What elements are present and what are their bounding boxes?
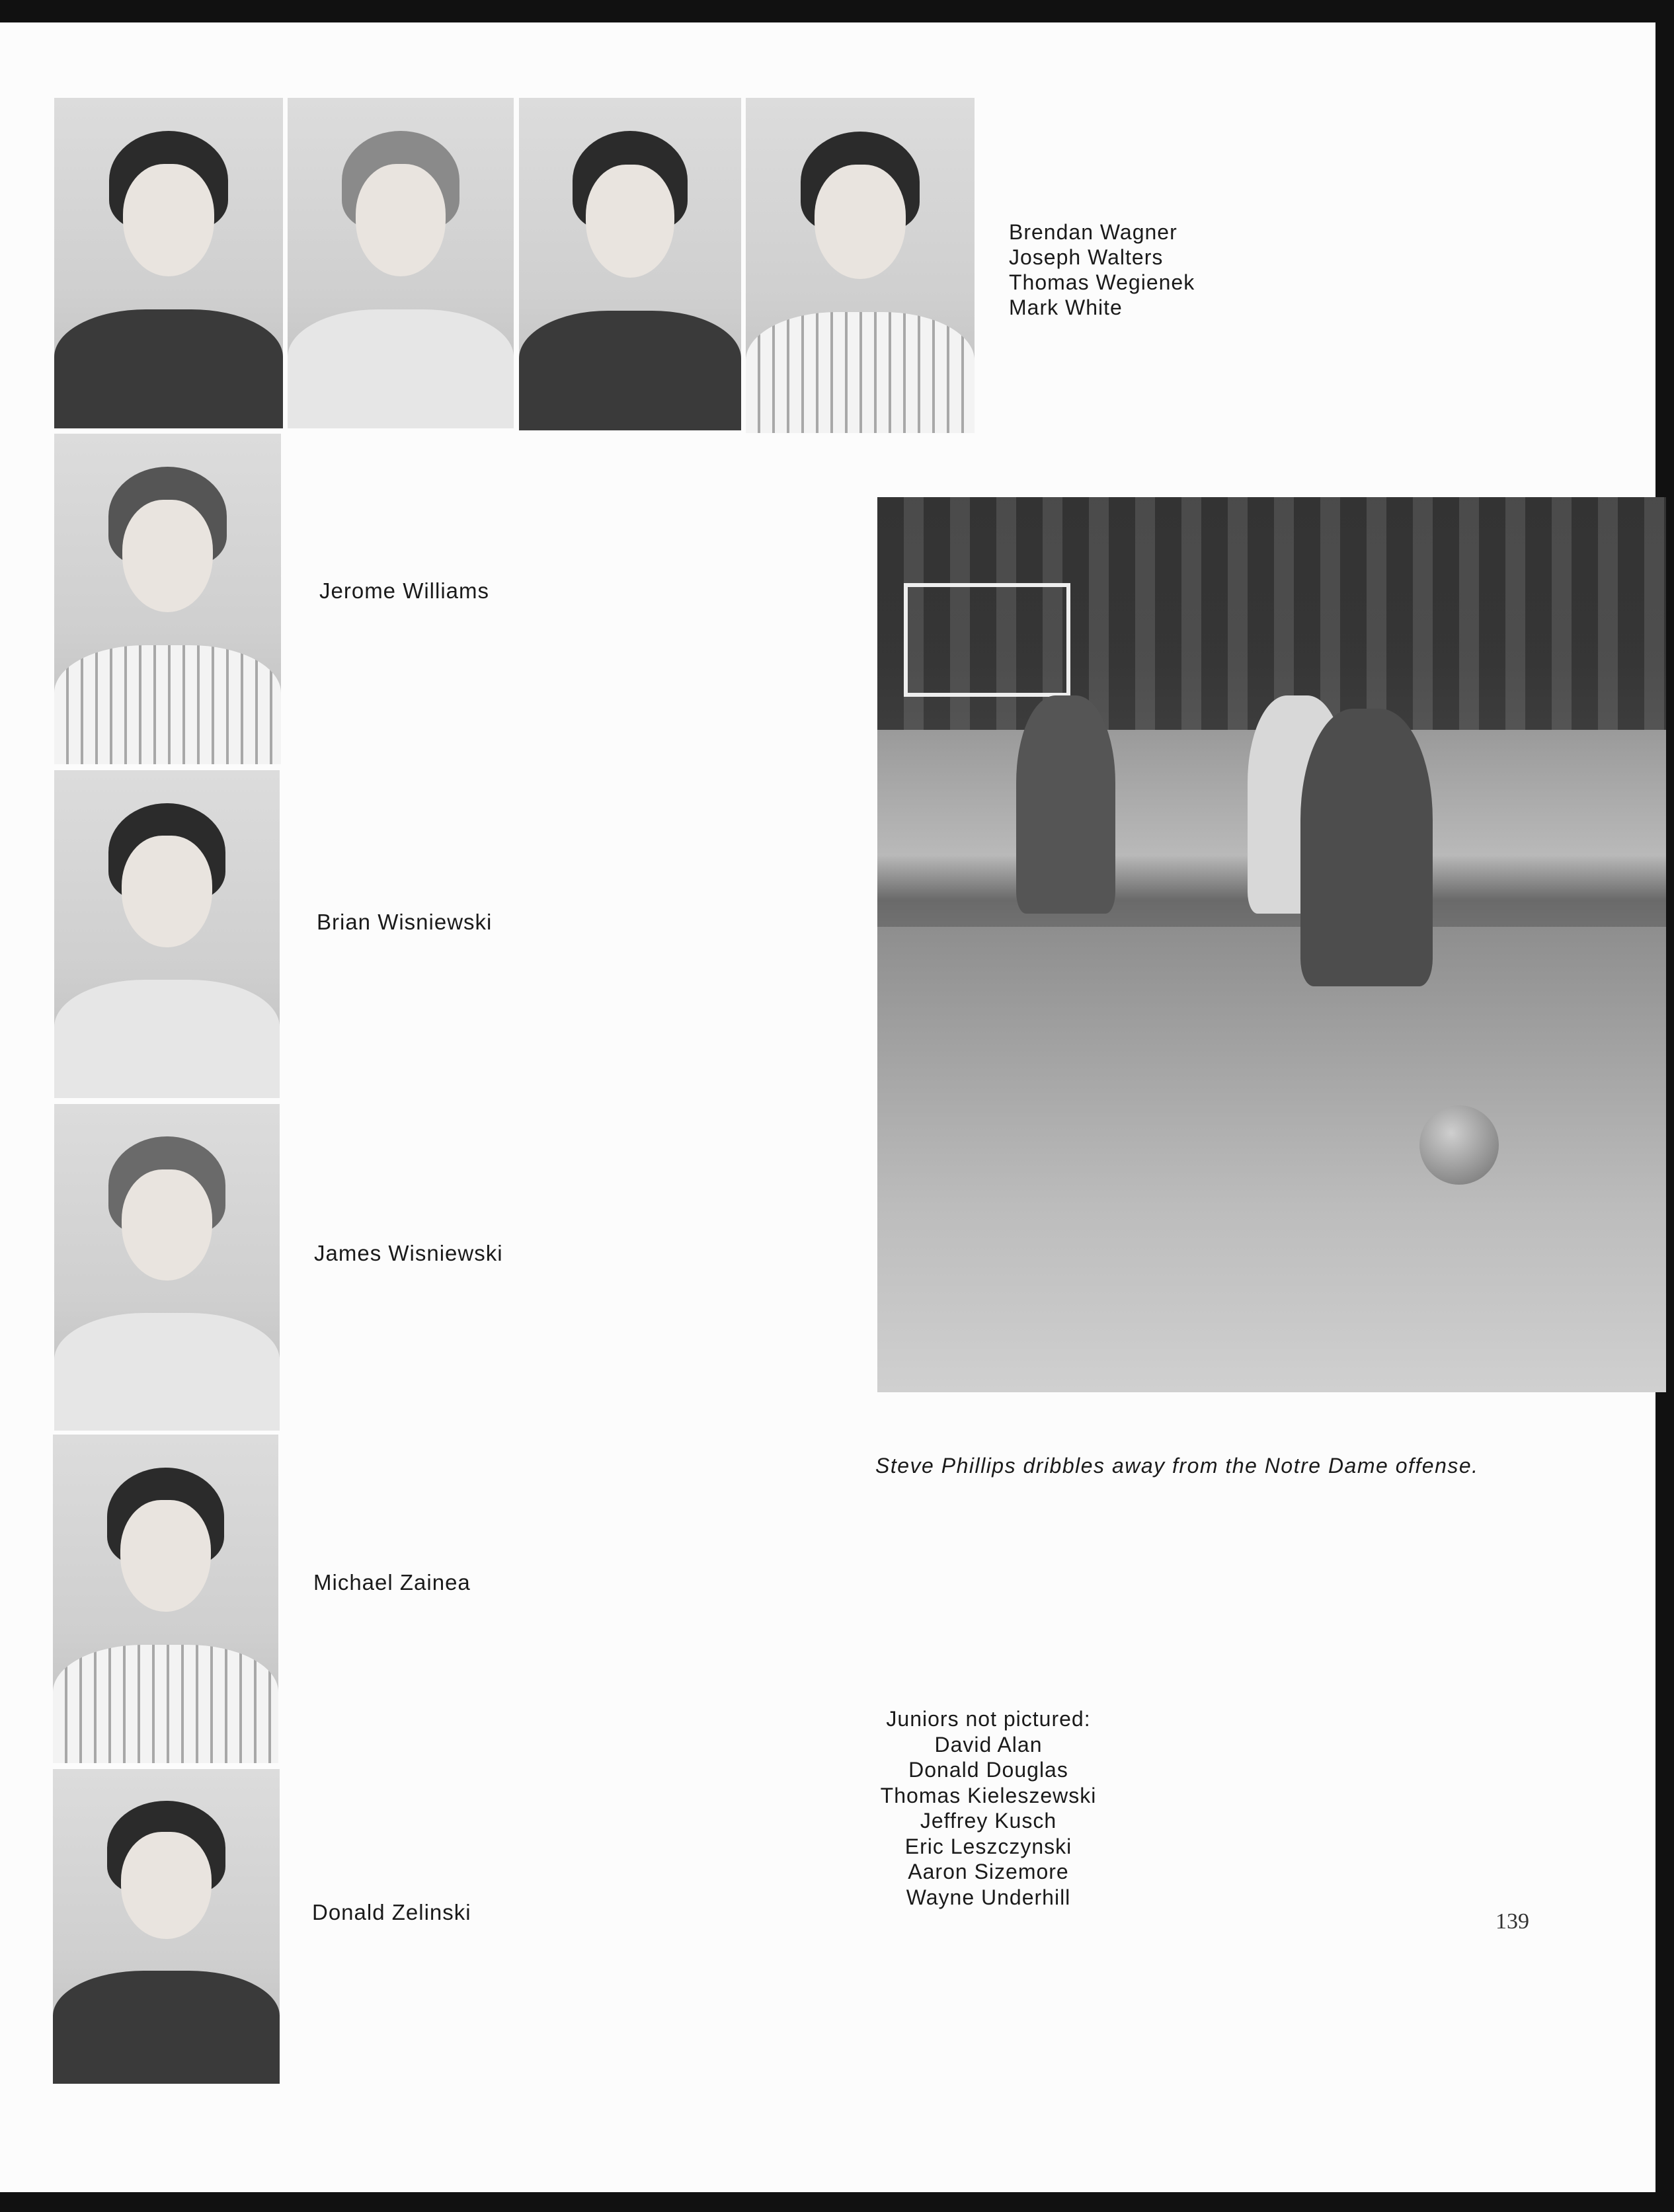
juniors-not-pictured-list: [859, 1706, 1117, 1910]
portrait-brian-wisniewski: [54, 770, 280, 1098]
portrait-mark-white: [746, 98, 975, 433]
name-james-wisniewski: James Wisniewski: [314, 1241, 503, 1265]
portrait-james-wisniewski: [54, 1104, 280, 1431]
scan-border-top: [0, 0, 1674, 22]
not-pictured-heading: Juniors not pictured:: [886, 1707, 1091, 1731]
portrait-joseph-walters: [288, 98, 514, 428]
name-thomas-wegienek: Thomas Wegienek: [1009, 270, 1195, 294]
not-pictured-name: Aaron Sizemore: [908, 1860, 1069, 1883]
photo-caption: Steve Phillips dribbles away from the Notre Dame offense.: [875, 1454, 1479, 1478]
not-pictured-name: David Alan: [934, 1732, 1043, 1757]
name-mark-white: Mark White: [1009, 296, 1123, 319]
name-jerome-williams: Jerome Williams: [319, 578, 490, 603]
name-brian-wisniewski: Brian Wisniewski: [317, 910, 493, 934]
page-number: 139: [1495, 1909, 1529, 1934]
not-pictured-name: Donald Douglas: [908, 1758, 1068, 1782]
portrait-michael-zainea: [53, 1435, 278, 1763]
scan-border-bottom: [0, 2192, 1674, 2212]
top-row-name-list: [1009, 219, 1195, 320]
not-pictured-name: Jeffrey Kusch: [920, 1809, 1057, 1833]
portrait-brendan-wagner: [54, 98, 283, 428]
portrait-donald-zelinski: [53, 1769, 280, 2084]
not-pictured-name: Wayne Underhill: [906, 1885, 1071, 1909]
name-brendan-wagner: Brendan Wagner: [1009, 220, 1177, 244]
basketball-action-photo: [877, 497, 1666, 1392]
name-joseph-walters: Joseph Walters: [1009, 245, 1164, 269]
name-donald-zelinski: Donald Zelinski: [312, 1900, 471, 1924]
portrait-jerome-williams: [54, 434, 281, 764]
portrait-thomas-wegienek: [519, 98, 741, 430]
not-pictured-name: Thomas Kieleszewski: [880, 1783, 1097, 1807]
not-pictured-name: Eric Leszczynski: [904, 1834, 1072, 1858]
name-michael-zainea: Michael Zainea: [313, 1570, 471, 1595]
